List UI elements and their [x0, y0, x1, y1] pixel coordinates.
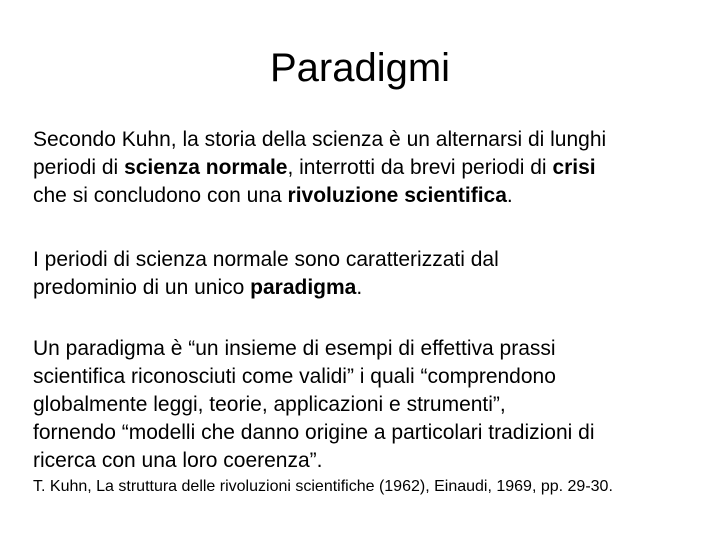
- bold-term-rivoluzione-scientifica: rivoluzione scientifica: [287, 184, 507, 207]
- paragraph2-line2: [33, 274, 703, 302]
- paragraph-paradigm-definition: [33, 335, 703, 475]
- text-segment: periodi di: [33, 156, 125, 179]
- paragraph-normal-science: [33, 126, 703, 210]
- paragraph1-line2: [33, 154, 703, 182]
- paragraph2-line1: I periodi di scienza normale sono caratterizzati dal: [33, 248, 499, 271]
- paragraph3-line2: scientifica riconosciuti come validi” i quali “comprendono: [33, 365, 556, 388]
- text-segment: predominio di un unico: [33, 276, 251, 299]
- paragraph1-line3: [33, 182, 703, 210]
- paragraph1-line1: Secondo Kuhn, la storia della scienza è un alternarsi di lunghi: [33, 128, 607, 151]
- bold-term-scienza-normale: scienza normale: [124, 156, 288, 179]
- bold-term-paradigma: paradigma: [250, 276, 357, 299]
- paragraph3-line4: fornendo “modelli che danno origine a particolari tradizioni di: [33, 421, 595, 444]
- paragraph3-line1: Un paradigma è “un insieme di esempi di effettiva prassi: [33, 337, 556, 360]
- bold-term-crisi: crisi: [552, 156, 596, 179]
- citation: T. Kuhn, La struttura delle rivoluzioni scientifiche (1962), Einaudi, 1969, pp. 29-30.: [33, 478, 613, 495]
- paragraph3-line3: globalmente leggi, teorie, applicazioni e strumenti”,: [33, 393, 506, 416]
- text-segment: .: [506, 184, 513, 207]
- text-segment: che si concludono con una: [33, 184, 288, 207]
- paragraph-paradigm-predominance: [33, 246, 703, 302]
- slide-title: Paradigmi: [269, 46, 451, 90]
- paragraph3-line5: ricerca con una loro coerenza”.: [33, 449, 323, 472]
- text-segment: .: [356, 276, 363, 299]
- text-segment: , interrotti da brevi periodi di: [287, 156, 553, 179]
